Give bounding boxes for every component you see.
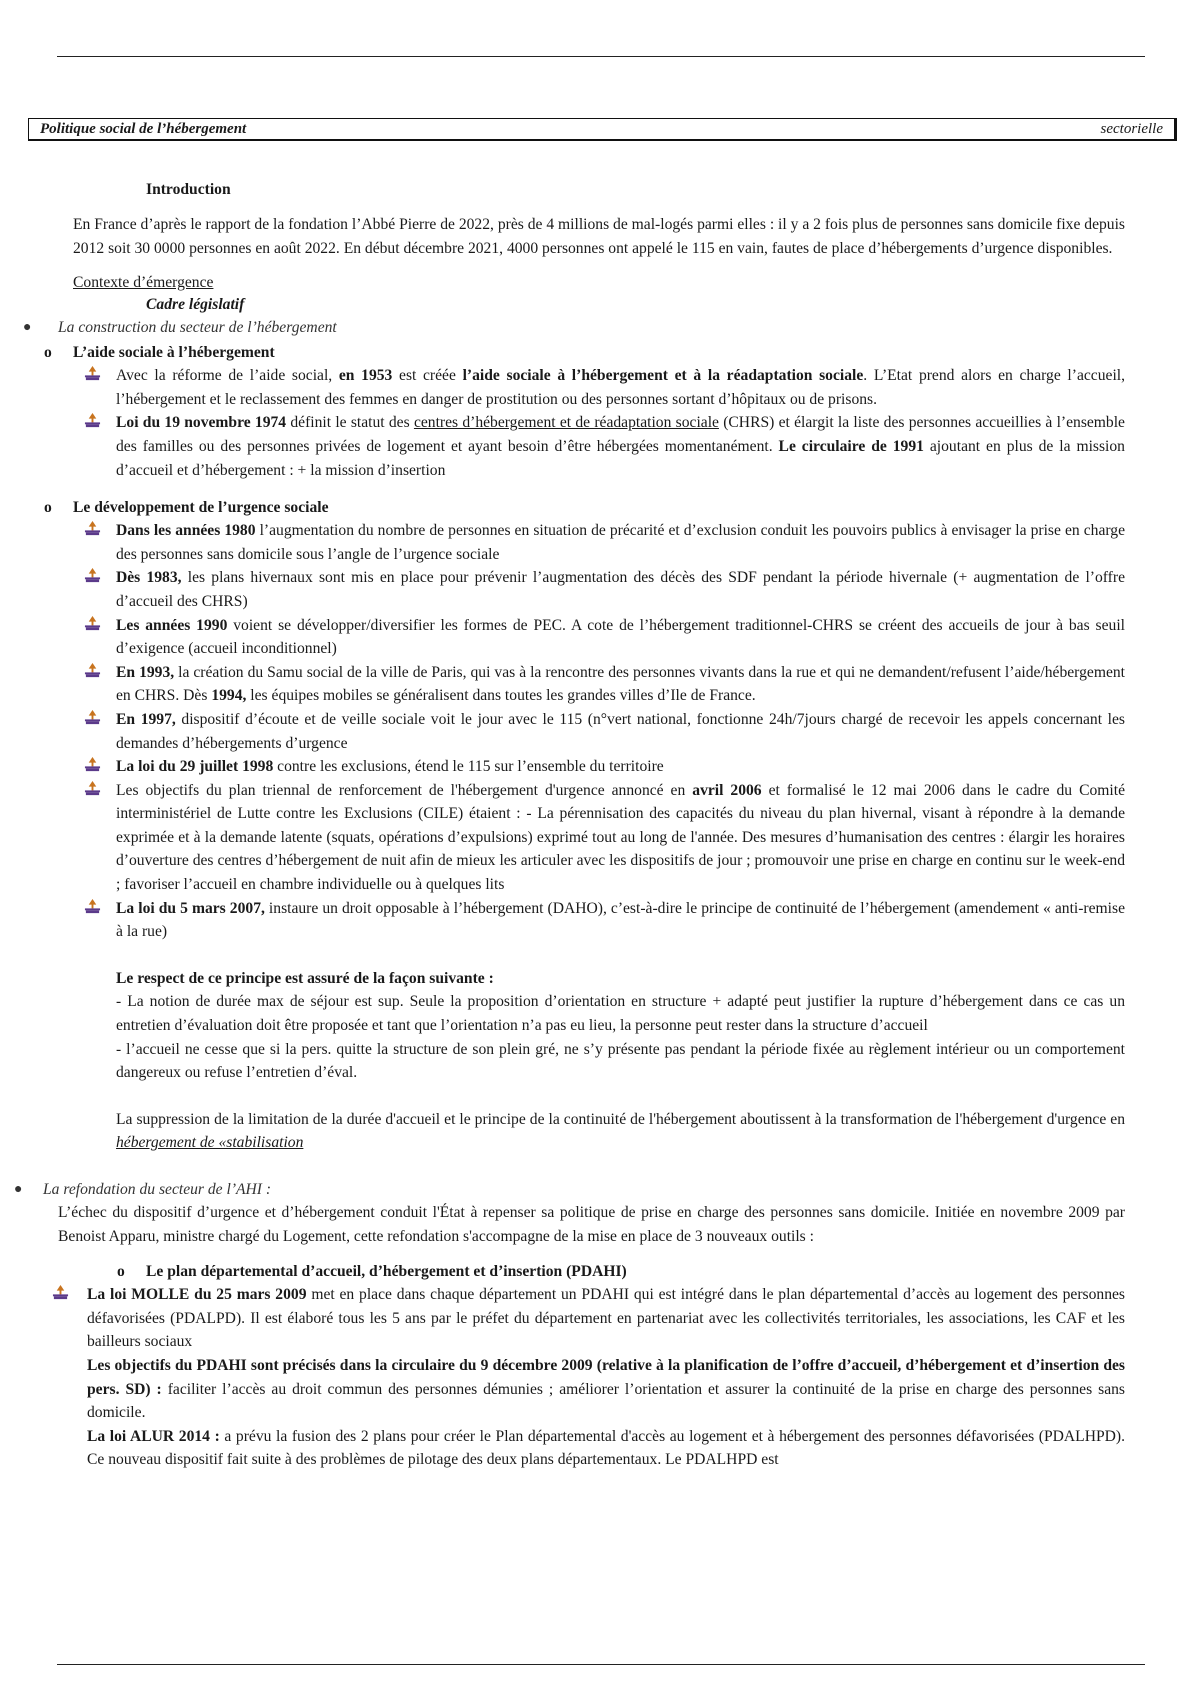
arrow-bullet-icon (84, 709, 101, 726)
arrow-bullet-icon (84, 520, 101, 537)
refondation-paragraph: L’échec du dispositif d’urgence et d’hébergement conduit l'État à repenser sa politique de prise en charge des personnes sans domicile. Initiée en novembre 2009 par Benoist Apparu, ministre chargé du Logement, cette refondation s'accompagne de la mise en place de 3 nouveaux outils : (58, 1204, 1125, 1245)
bottom-rule (57, 1664, 1145, 1665)
list-item: La loi du 29 juillet 1998 contre les exclusions, étend le 115 sur l’ensemble du territoire (116, 755, 1125, 779)
list-item: Dès 1983, les plans hivernaux sont mis en place pour prévenir l’augmentation des décès des SDF pendant la période hivernale (+ augmentation de l’offre d’accueil des CHRS) (116, 566, 1125, 613)
circle-bullet-icon: o (44, 344, 52, 362)
circle-bullet-icon: o (117, 1263, 125, 1281)
arrow-bullet-icon (84, 567, 101, 584)
pdahi-objectives: Les objectifs du PDAHI sont précisés dans la circulaire du 9 décembre 2009 (relative à la planification de l’offre d’accueil, d’hébergement et d’insertion des pers. SD) : faciliter l’accès au droit commun des personnes démunies ; améliorer l’orientation et assurer la continuité de la prise en charge des personnes sans domicile. (87, 1356, 1125, 1422)
bullet-dot-icon: ● (14, 1182, 23, 1197)
bullet-construction (23, 316, 1200, 339)
list-item: Dans les années 1980 l’augmentation du nombre de personnes en situation de précarité et d’exclusion conduit les pouvoirs publics à envisager la prise en charge des personnes sans domicile sous l’angle de l’urgence sociale (116, 519, 1125, 566)
header-title: Politique social de l’hébergement (40, 121, 247, 137)
intro-paragraph: En France d’après le rapport de la fondation l’Abbé Pierre de 2022, près de 4 millions de mal-logés parmi elles : il y a 2 fois plus de personnes sans domicile fixe depuis 2012 soit 30 0000 personnes en août 2022. En début décembre 2021, 4000 personnes ont appelé le 115 en vain, fautes de place d’hébergements d’urgence disponibles. (73, 216, 1125, 257)
alur-paragraph: La loi ALUR 2014 : a prévu la fusion des 2 plans pour créer le Plan départemental d'accès au logement et à hébergement des personnes défavorisées (PDALHPD). Ce nouveau dispositif fait suite à des problèmes de pilotage des deux plans départementaux. Le PDALHPD est (87, 1427, 1125, 1469)
sub-pdahi-label: Le plan départemental d’accueil, d’hébergement et d’insertion (PDAHI) (146, 1263, 627, 1281)
intro-title: Introduction (146, 181, 231, 198)
respect-point-2: - l’accueil ne cesse que si la pers. quitte la structure de son plein gré, ne s’y présente pas pendant la période fixée au règlement intérieur ou un comportement dangereux ou refuse l’entretien d’éval. (116, 1040, 1125, 1082)
arrow-bullet-icon (84, 615, 101, 632)
list-item: La loi MOLLE du 25 mars 2009 met en place dans chaque département un PDAHI qui est intégré dans le plan départemental d’accès au logement des personnes défavorisées (PDALPD). Il est élaboré tous les 5 ans par le préfet du département en partenariat avec les collectivités territoriales, les associations, les CAF et les bailleurs sociaux (87, 1283, 1125, 1354)
arrow-bullet-icon (84, 365, 101, 382)
arrow-bullet-icon (84, 756, 101, 773)
header-box (28, 118, 1177, 141)
sub-aide-sociale (44, 341, 1200, 364)
arrow-bullet-icon (84, 412, 101, 429)
context-heading: Contexte d’émergence (73, 274, 214, 292)
arrow-bullet-icon (84, 662, 101, 679)
bullet-refondation-label: La refondation du secteur de l’AHI : (43, 1181, 272, 1198)
content (0, 178, 1200, 1472)
list-item: La loi du 5 mars 2007, instaure un droit opposable à l’hébergement (DAHO), c’est-à-dire le principe de continuité de l’hébergement (amendement « anti-remise à la rue) (116, 897, 1125, 944)
bullet-dot-icon: ● (23, 320, 32, 336)
sub-urgence-sociale-label: Le développement de l’urgence sociale (73, 499, 329, 517)
respect-point-1: - La notion de durée max de séjour est sup. Seule la proposition d’orientation en structure + adapté peut justifier la rupture d’hébergement dans ce cas un entretien d’évaluation doit être proposée et tant que l’orientation n’a pas eu lieu, la personne peut rester dans la structure d’accueil (116, 993, 1125, 1035)
list-item: Les objectifs du plan triennal de renforcement de l'hébergement d'urgence annoncé en avril 2006 et formalisé le 12 mai 2006 dans le cadre du Comité interministériel de Lutte contre les Exclusions (CILE) étaient : - La pérennisation des capacités du niveau du plan hivernal, visant à répondre à la demande exprimée et à la demande latente (squats, opérations d’expulsions) exprimé tout au long de l'année. Des mesures d’humanisation des centres : élargir les horaires d’ouverture des centres d’hébergement de nuit afin de mieux les articuler avec les dispositifs de jour ; promouvoir une prise en charge en continu sur le week-end ; favoriser l’accueil en chambre individuelle ou à quelques lits (116, 779, 1125, 897)
list-item: Loi du 19 novembre 1974 définit le statut des centres d’hébergement et de réadaptation sociale (CHRS) et élargit la liste des personnes accueillies à l’ensemble des familles ou des personnes privées de logement et ayant besoin d’être hébergées momentanément. Le circulaire de 1991 ajoutant en plus de la mission d’accueil et d’hébergement : + la mission d’insertion (116, 411, 1125, 482)
sub-pdahi (117, 1260, 1200, 1283)
list-item: En 1997, dispositif d’écoute et de veille sociale voit le jour avec le 115 (n°vert national, fonctionne 24h/7jours chargé de recevoir les appels concernant les demandes d’hébergements d’urgence (116, 708, 1125, 755)
list-item: Les années 1990 voient se développer/diversifier les formes de PEC. A cote de l’hébergement traditionnel-CHRS se créent des accueils de jour à bas seuil d’exigence (accueil inconditionnel) (116, 614, 1125, 661)
cadre-heading: Cadre législatif (146, 296, 245, 314)
bullet-refondation (14, 1178, 1200, 1201)
arrow-bullet-icon (84, 898, 101, 915)
circle-bullet-icon: o (44, 499, 52, 517)
list-item: Avec la réforme de l’aide social, en 1953 est créée l’aide sociale à l’hébergement et à la réadaptation sociale. L’Etat prend alors en charge l’accueil, l’hébergement et le reclassement des femmes en danger de prostitution ou des personnes sortant d’hôpitaux ou de prisons. (116, 364, 1125, 411)
top-rule (57, 56, 1145, 57)
header-right: sectorielle (1100, 121, 1163, 137)
suppression-paragraph: La suppression de la limitation de la durée d'accueil et le principe de la continuité de l'hébergement aboutissent à la transformation de l'hébergement d'urgence en hébergement de «stabilisation (116, 1110, 1125, 1152)
arrow-bullet-icon (84, 780, 101, 797)
respect-title: Le respect de ce principe est assuré de la façon suivante : (116, 969, 494, 987)
bullet-construction-label: La construction du secteur de l’hébergement (58, 319, 337, 337)
arrow-bullet-icon (52, 1284, 69, 1301)
sub-urgence-sociale (44, 496, 1200, 519)
list-item: En 1993, la création du Samu social de la ville de Paris, qui vas à la rencontre des personnes vivants dans la rue et qui ne demandent/refusent l’aide/hébergement en CHRS. Dès 1994, les équipes mobiles se généralisent dans toutes les grandes villes d’Ile de France. (116, 661, 1125, 708)
sub-aide-sociale-label: L’aide sociale à l’hébergement (73, 344, 275, 362)
